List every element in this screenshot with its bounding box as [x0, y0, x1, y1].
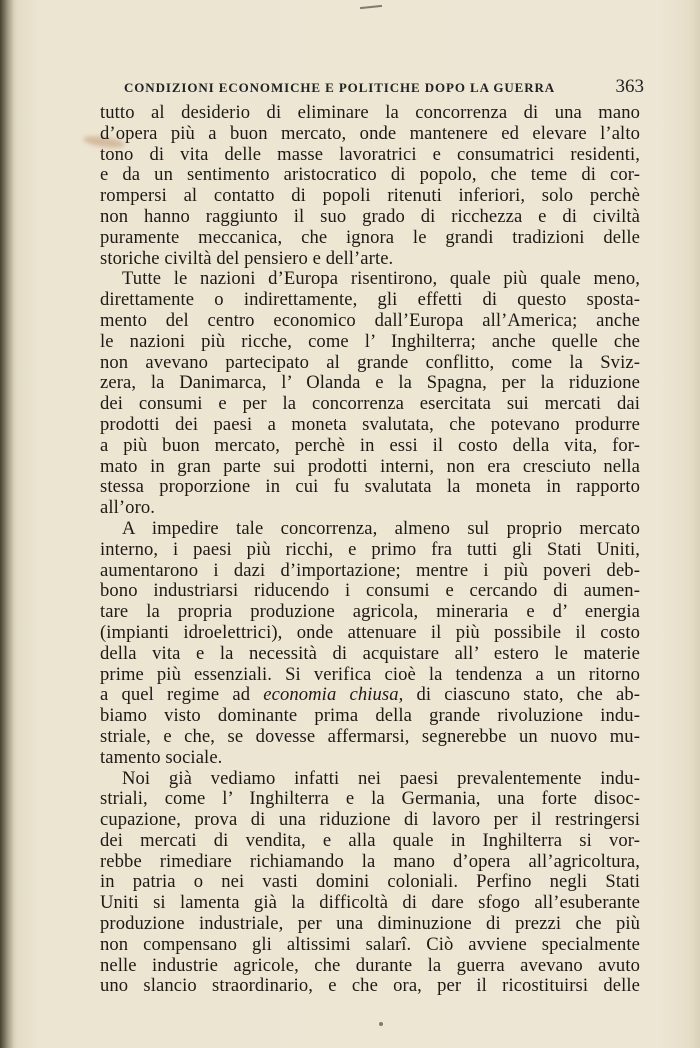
text-line: tare la propria produzione agricola, mineraria e d’ energia [100, 601, 640, 623]
text-line: bono industriarsi riducendo i consumi e cercando di aumen- [100, 580, 640, 602]
text-line: dei mercati di vendita, e alla quale in Inghilterra si vor- [100, 829, 640, 851]
text-line: Uniti si lamenta già la difficoltà di dare sfogo all’esuberante [100, 892, 640, 914]
text-line: zera, la Danimarca, l’ Olanda e la Spagna, per la riduzione [100, 372, 640, 394]
text-line: prime più essenziali. Si verifica cioè la tendenza a un ritorno [100, 663, 640, 685]
text-line: direttamente o indirettamente, gli effetti di questo sposta- [100, 289, 640, 311]
text-line: della vita e la necessità di acquistare all’ estero le materie [100, 642, 640, 664]
text-line: a quel regime ad economia chiusa, di ciascuno stato, che ab- [100, 684, 641, 706]
text-line: non avevano partecipato al grande conflitto, come la Sviz- [100, 351, 640, 373]
page-number: 363 [615, 76, 644, 97]
text-line: (impianti idroelettrici), onde attenuare il più possibile il costo [100, 621, 640, 643]
text-line: mento del centro economico dall’Europa all’America; anche [100, 309, 640, 331]
text-line: nelle industrie agricole, che durante la guerra avevano avuto [100, 954, 640, 976]
text-line: mato in gran parte sui prodotti interni, non era cresciuto nella [100, 455, 640, 477]
running-header [124, 76, 644, 102]
text-line: e da un sentimento aristocratico di popolo, che teme di cor- [100, 164, 640, 186]
italic-phrase: economia chiusa, [263, 684, 404, 706]
text-line: storiche civiltà del pensiero e dell’arte. [100, 247, 394, 269]
text-line: cupazione, prova di una riduzione di lavoro per il restringersi [100, 809, 640, 831]
text-line: stessa proporzione in cui fu svalutata la moneta in rapporto [100, 476, 640, 498]
text-line: rebbe rimediare richiamando la mano d’opera all’agricoltura, [100, 850, 640, 872]
running-title: CONDIZIONI ECONOMICHE E POLITICHE DOPO LA GUERRA [124, 80, 556, 95]
text-line: tono di vita delle masse lavoratrici e consumatrici residenti, [100, 143, 640, 165]
text-line: dei consumi e per la concorrenza esercitata sui mercati dai [100, 393, 640, 415]
ink-dot [379, 1022, 383, 1026]
text-line: striale, e che, se dovesse affermarsi, segnerebbe un nuovo mu- [100, 725, 640, 747]
text-line: tutto al desiderio di eliminare la concorrenza di una mano [100, 102, 640, 123]
text-line: rompersi al contatto di popoli ritenuti inferiori, solo perchè [100, 185, 640, 207]
text-line: in patria o nei vasti domini coloniali. Perfino negli Stati [100, 871, 640, 893]
body-text [100, 103, 640, 997]
text-line: tamento sociale. [100, 746, 223, 768]
text-line: puramente meccanica, che ignora le grandi tradizioni delle [100, 226, 640, 248]
text-line: non compensano gli altissimi salarî. Ciò avviene specialmente [100, 933, 640, 955]
text-line: aumentarono i dazi d’importazione; mentre i più poveri deb- [100, 559, 640, 581]
text-line: biamo visto dominante prima della grande rivoluzione indu- [100, 705, 640, 727]
text-line: all’oro. [100, 497, 156, 519]
text-line: le nazioni più ricche, come l’ Inghilterra; anche quelle che [100, 330, 640, 352]
text-line: a più buon mercato, perchè in essi il costo della vita, for- [100, 434, 640, 456]
text-line: Noi già vediamo infatti nei paesi prevalentemente indu- [122, 767, 640, 789]
text-line: prodotti dei paesi a moneta svalutata, che potevano produrre [100, 413, 640, 435]
text-line: non hanno raggiunto il suo grado di ricchezza e di civiltà [100, 205, 640, 227]
text-line: striali, come l’ Inghilterra e la Germania, una forte disoc- [100, 788, 640, 810]
ink-mark [360, 5, 382, 9]
text-line: A impedire tale concorrenza, almeno sul proprio mercato [122, 517, 640, 539]
text-line: uno slancio straordinario, e che ora, per il ricostituirsi delle [100, 975, 640, 997]
text-line: Tutte le nazioni d’Europa risentirono, quale più quale meno, [122, 268, 640, 290]
page-gutter-shadow [0, 0, 14, 1048]
text-line: interno, i paesi più ricchi, e primo fra tutti gli Stati Uniti, [100, 538, 640, 560]
text-line: d’opera più a buon mercato, onde mantenere ed elevare l’alto [100, 122, 640, 144]
text-line: produzione industriale, per una diminuzione di prezzi che più [100, 913, 640, 935]
